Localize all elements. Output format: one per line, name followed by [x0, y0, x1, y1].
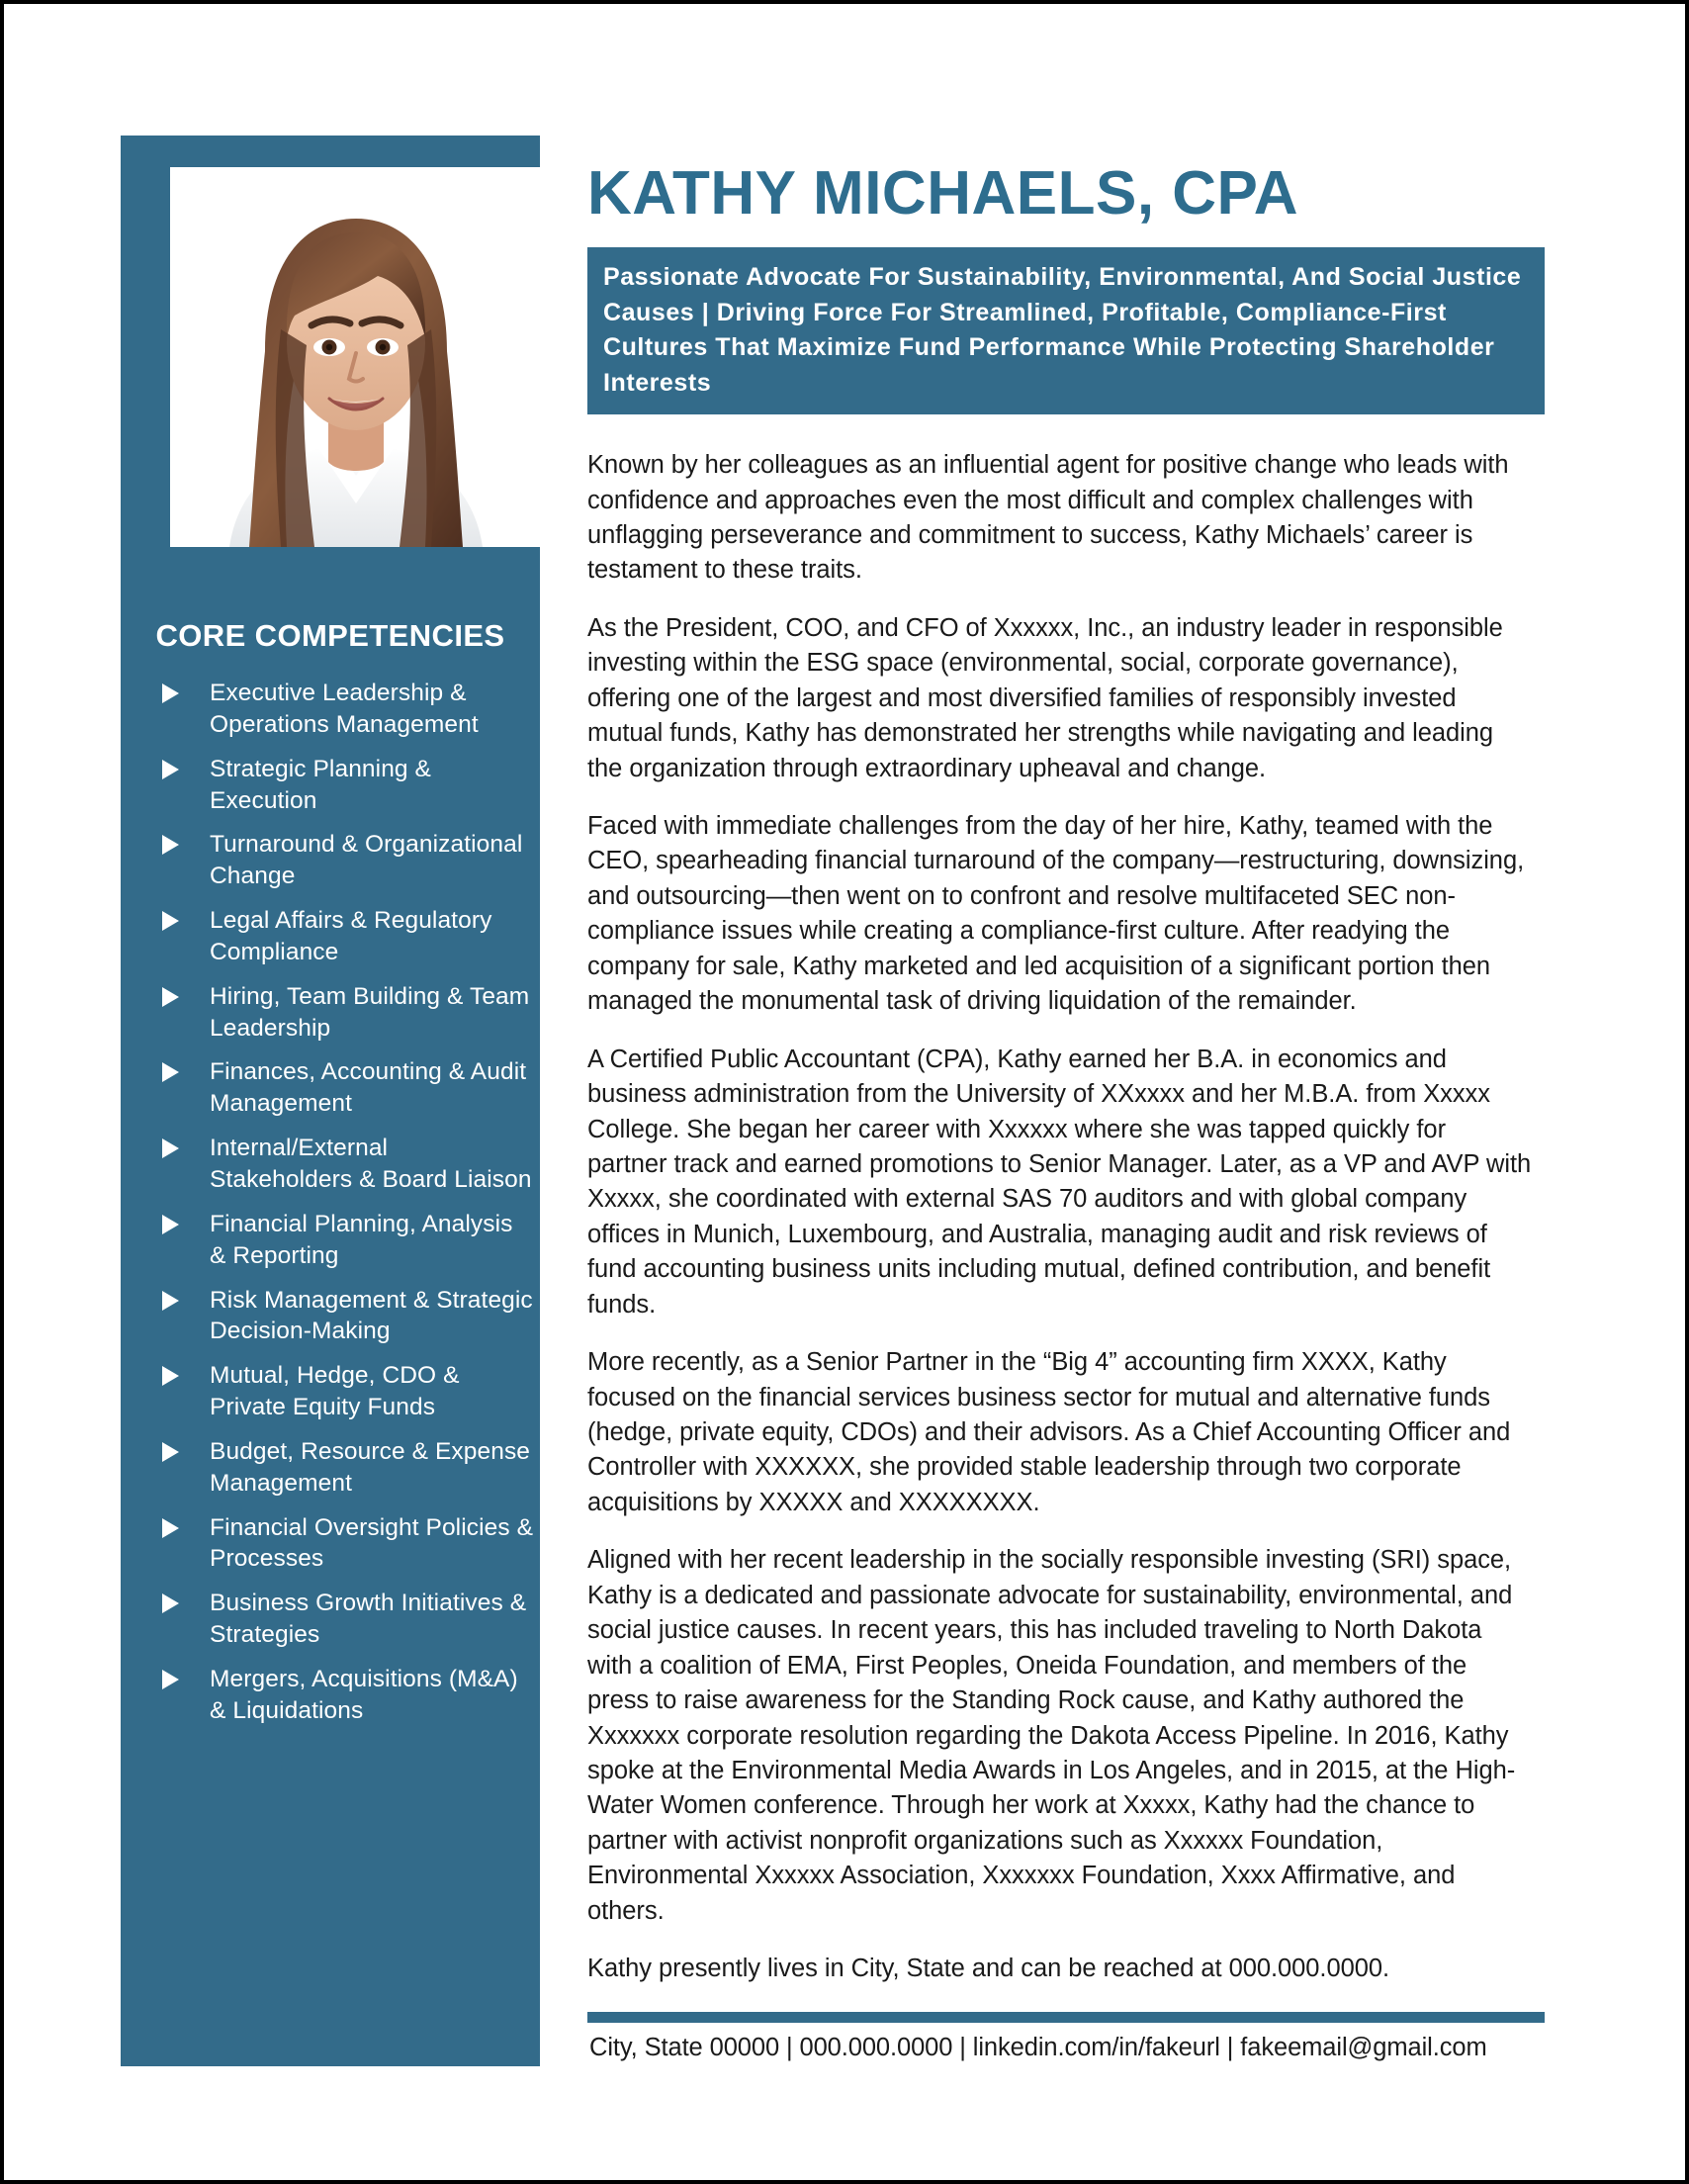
- triangle-right-icon: [154, 1056, 210, 1082]
- page-title: KATHY MICHAELS, CPA: [587, 159, 1299, 228]
- footer-contact-line: City, State 00000 | 000.000.0000 | linkedin.com/in/fakeurl | fakeemail@gmail.com: [589, 2034, 1487, 2061]
- summary-paragraph: As the President, COO, and CFO of Xxxxxx, Inc., an industry leader in responsible investing within the ESG space (environmental, social, corporate governance), offering one of the largest and most diversified families of responsibly invested mutual funds, Kathy has demonstrated her strengths while navigating and leading the organization through extraordinary upheaval and change.: [587, 613, 1503, 782]
- competency-label: Legal Affairs & Regulatory Compliance: [210, 907, 492, 965]
- triangle-right-icon: [154, 1436, 210, 1462]
- competency-item: [154, 754, 540, 817]
- competency-item: [154, 1588, 540, 1651]
- competency-label: Internal/External Stakeholders & Board Liaison: [210, 1135, 532, 1193]
- competency-item: [154, 1133, 540, 1196]
- triangle-right-icon: [154, 1209, 210, 1234]
- footer-divider: [587, 2012, 1545, 2023]
- competency-label: Executive Leadership & Operations Management: [210, 680, 479, 738]
- summary-paragraph: Known by her colleagues as an influential agent for positive change who leads with confidence and approaches even the most difficult and complex challenges with unflagging perseverance and commitment to success, Kathy Michaels’ career is testament to these traits.: [587, 451, 1509, 585]
- triangle-right-icon: [154, 1664, 210, 1689]
- triangle-right-icon: [154, 1360, 210, 1386]
- summary-section: [587, 448, 1532, 1987]
- main-content: [587, 136, 1556, 1987]
- competency-label: Business Growth Initiatives & Strategies: [210, 1590, 527, 1649]
- core-competencies-list: [154, 678, 540, 1740]
- competency-label: Financial Planning, Analysis & Reporting: [210, 1210, 513, 1269]
- competency-label: Financial Oversight Policies & Processes: [210, 1513, 534, 1573]
- competency-item: [154, 1056, 540, 1120]
- triangle-right-icon: [154, 981, 210, 1007]
- summary-paragraph: A Certified Public Accountant (CPA), Kathy earned her B.A. in economics and business administration from the University of XXxxxx and her M.B.A. from Xxxxx College. She began her career with Xxxxxx where she was tapped quickly for partner track and earned promotions to Senior Manager. Later, as a VP and AVP with Xxxxx, she coordinated with external SAS 70 auditors and with global company offices in Munich, Luxembourg, and Australia, managing audit and risk reviews of fund accounting business units including mutual, defined contribution, and benefit funds.: [587, 1045, 1532, 1319]
- competency-item: [154, 1360, 540, 1423]
- competency-label: Hiring, Team Building & Team Leadership: [210, 982, 530, 1042]
- competency-item: [154, 905, 540, 968]
- summary-paragraph: More recently, as a Senior Partner in the “Big 4” accounting firm XXXX, Kathy focused on the financial services business sector for mutual and alternative funds (hedge, private equity, CDOs) and their advisors. As a Chief Accounting Officer and Controller with XXXXXX, she provided stable leadership through two corporate acquisitions by XXXXX and XXXXXXXX.: [587, 1348, 1511, 1516]
- triangle-right-icon: [154, 829, 210, 855]
- triangle-right-icon: [154, 754, 210, 779]
- competency-item: [154, 829, 540, 892]
- core-competencies-title: CORE COMPETENCIES: [155, 618, 505, 653]
- headshot-portrait-icon: [170, 167, 540, 547]
- competency-label: Finances, Accounting & Audit Management: [210, 1058, 527, 1118]
- summary-paragraph: Aligned with her recent leadership in the socially responsible investing (SRI) space, Kathy is a dedicated and passionate advocate for sustainability, environmental, and social justice causes. In recent years, this has included traveling to North Dakota with a coalition of EMA, First Peoples, Oneida Foundation, and members of the press to raise awareness for the Standing Rock cause, and Kathy authored the Xxxxxxx corporate resolution regarding the Dakota Access Pipeline. In 2016, Kathy spoke at the Environmental Media Awards in Los Angeles, and in 2015, at the High-Water Women conference. Through her work at Xxxxx, Kathy had the chance to partner with activist nonprofit organizations such as Xxxxxx Foundation, Environmental Xxxxxx Association, Xxxxxxx Foundation, Xxxx Affirmative, and others.: [587, 1546, 1516, 1925]
- triangle-right-icon: [154, 1133, 210, 1158]
- sidebar: [121, 136, 540, 2066]
- triangle-right-icon: [154, 1285, 210, 1311]
- competency-label: Mutual, Hedge, CDO & Private Equity Funds: [210, 1362, 460, 1421]
- competency-item: [154, 981, 540, 1045]
- triangle-right-icon: [154, 678, 210, 703]
- competency-label: Risk Management & Strategic Decision-Making: [210, 1286, 533, 1345]
- competency-item: [154, 678, 540, 741]
- summary-paragraph: Kathy presently lives in City, State and can be reached at 000.000.0000.: [587, 1955, 1390, 1983]
- triangle-right-icon: [154, 1512, 210, 1538]
- competency-label: Budget, Resource & Expense Management: [210, 1437, 531, 1497]
- competency-item: [154, 1285, 540, 1348]
- competency-label: Mergers, Acquisitions (M&A) & Liquidations: [210, 1665, 518, 1724]
- headline-banner: Passionate Advocate For Sustainability, Environmental, And Social Justice Causes | Driving Force For Streamlined, Profitable, Compliance-First Cultures That Maximize Fund Performance While Protecting Shareholder Interests: [587, 247, 1545, 414]
- competency-item: [154, 1436, 540, 1500]
- triangle-right-icon: [154, 905, 210, 931]
- competency-item: [154, 1209, 540, 1272]
- summary-paragraph: Faced with immediate challenges from the day of her hire, Kathy, teamed with the CEO, spearheading financial turnaround of the company—restructuring, downsizing, and outsourcing—then went on to confront and resolve multifaceted SEC non-compliance issues while creating a compliance-first culture. After readying the company for sale, Kathy marketed and led acquisition of a significant portion then managed the monumental task of driving liquidation of the remainder.: [587, 812, 1525, 1016]
- competency-item: [154, 1664, 540, 1727]
- competency-label: Strategic Planning & Execution: [210, 755, 431, 814]
- avatar: [170, 167, 540, 547]
- triangle-right-icon: [154, 1588, 210, 1613]
- competency-item: [154, 1512, 540, 1576]
- competency-label: Turnaround & Organizational Change: [210, 831, 523, 890]
